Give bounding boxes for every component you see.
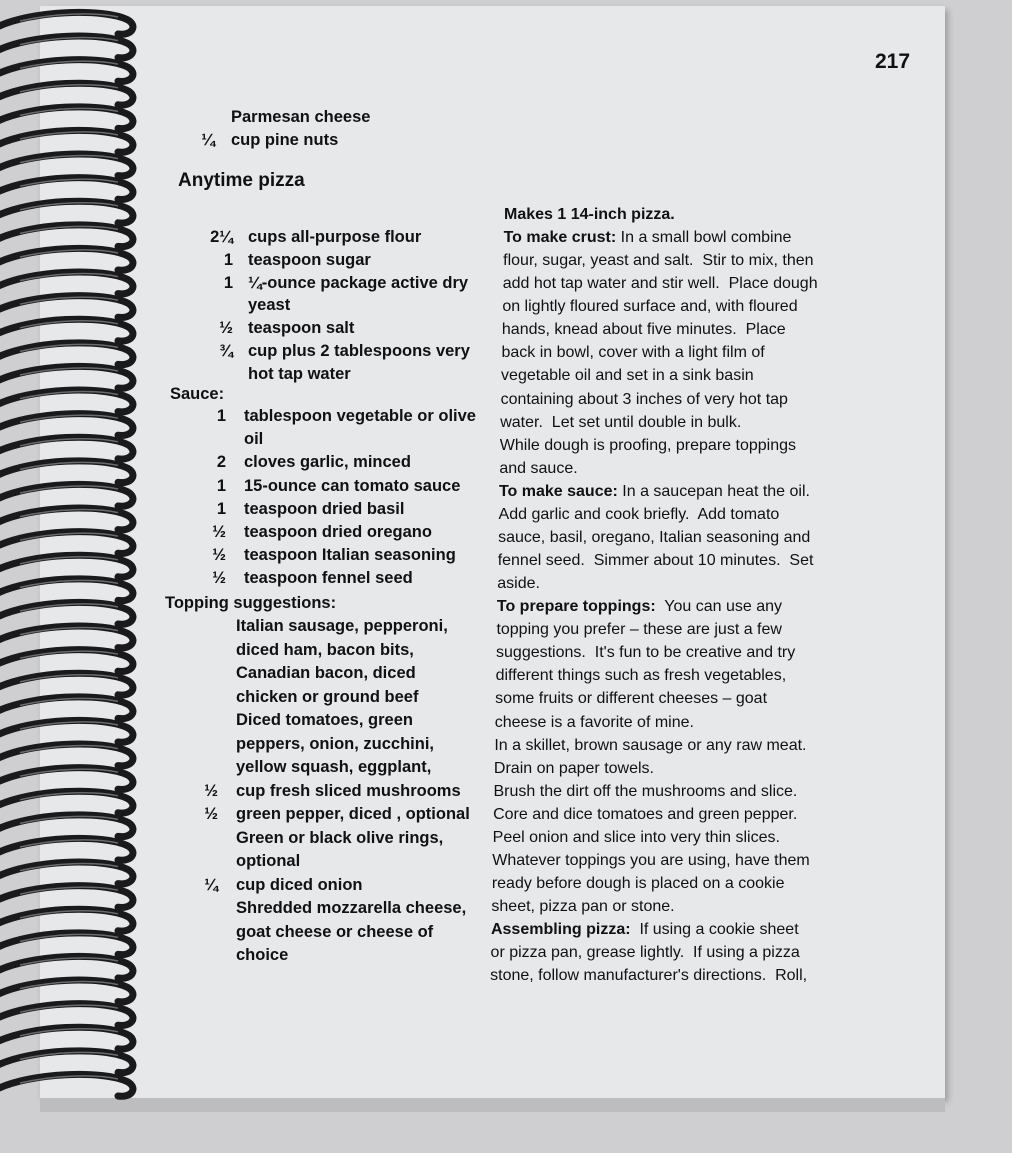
instruction-heading: To make sauce: bbox=[498, 482, 618, 500]
sauce-line-text: teaspoon fennel seed bbox=[244, 569, 413, 588]
instruction-line bbox=[504, 227, 792, 250]
instruction-line bbox=[499, 458, 577, 481]
instruction-line bbox=[493, 804, 797, 827]
instruction-line bbox=[496, 642, 795, 665]
sauce-line-qty: 1 bbox=[216, 476, 226, 495]
instruction-heading: Makes 1 14-inch pizza. bbox=[504, 206, 675, 223]
ingredient-line-text: hot tap water bbox=[248, 364, 351, 383]
instruction-line bbox=[501, 389, 788, 412]
instruction-line bbox=[503, 250, 813, 273]
instruction-text: In a saucepan heat the oil. bbox=[617, 482, 810, 500]
instruction-line bbox=[499, 481, 810, 504]
instruction-line bbox=[500, 412, 741, 435]
instruction-line bbox=[501, 342, 764, 365]
instruction-line bbox=[494, 758, 654, 781]
instruction-text: or pizza pan, grease lightly. If using a pizza bbox=[490, 944, 800, 962]
instruction-text: back in bowl, cover with a light film of bbox=[501, 344, 765, 362]
ingredient-line-text: teaspoon salt bbox=[248, 319, 355, 338]
instruction-line bbox=[494, 781, 798, 804]
instruction-text: topping you prefer – these are just a few bbox=[496, 621, 782, 639]
instruction-line bbox=[490, 965, 807, 988]
instruction-line bbox=[496, 665, 787, 688]
ingredient-line-qty: ¾ bbox=[219, 342, 233, 360]
instruction-text: containing about 3 inches of very hot tap bbox=[500, 390, 788, 408]
instruction-text: sheet, pizza pan or stone. bbox=[491, 898, 675, 916]
instruction-heading: Assembling pizza: bbox=[490, 921, 631, 939]
sauce-line-text: oil bbox=[244, 430, 264, 449]
carryover-line-text: Parmesan cheese bbox=[231, 108, 371, 126]
instruction-line bbox=[495, 688, 767, 711]
sauce-line-qty: 2 bbox=[216, 453, 226, 472]
instruction-line bbox=[492, 873, 785, 896]
instruction-line bbox=[491, 896, 674, 919]
sauce-line-text: 15-ounce can tomato sauce bbox=[244, 476, 461, 495]
sauce-line-text: teaspoon Italian seasoning bbox=[244, 546, 456, 565]
instruction-line bbox=[500, 435, 796, 458]
topping-line-qty: ½ bbox=[204, 805, 218, 823]
topping-line-text: cup diced onion bbox=[236, 875, 363, 894]
instruction-text: Core and dice tomatoes and green pepper. bbox=[493, 805, 798, 823]
instruction-text: Peel onion and slice into very thin slices. bbox=[492, 828, 780, 846]
ingredient-line-text: cup plus 2 tablespoons very bbox=[248, 342, 470, 360]
topping-line-text: Italian sausage, pepperoni, bbox=[236, 617, 448, 635]
instruction-text: cheese is a favorite of mine. bbox=[494, 713, 694, 731]
instruction-line bbox=[496, 619, 782, 642]
sauce-line-text: teaspoon dried basil bbox=[244, 499, 405, 518]
instruction-text: flour, sugar, yeast and salt. Stir to mix, then bbox=[503, 252, 814, 270]
ingredient-line-text: cups all-purpose flour bbox=[248, 228, 422, 246]
instruction-line bbox=[494, 735, 806, 758]
instruction-text: sauce, basil, oregano, Italian seasoning and bbox=[498, 528, 811, 546]
ingredient-line-text: teaspoon sugar bbox=[248, 250, 371, 269]
instruction-text: In a skillet, brown sausage or any raw meat. bbox=[494, 736, 807, 754]
ingredient-line-qty: 2¼ bbox=[210, 228, 233, 246]
instruction-text: on lightly floured surface and, with floured bbox=[502, 298, 798, 316]
ingredient-line-text: yeast bbox=[248, 296, 291, 315]
instruction-line bbox=[493, 827, 780, 850]
instruction-line bbox=[503, 273, 818, 296]
instruction-text: Drain on paper towels. bbox=[493, 759, 654, 777]
instruction-text: different things such as fresh vegetables, bbox=[495, 667, 787, 685]
instruction-heading: To prepare toppings: bbox=[496, 598, 656, 616]
instruction-text: If using a cookie sheet bbox=[630, 921, 799, 939]
instruction-line bbox=[497, 596, 782, 619]
instruction-text: Whatever toppings you are using, have them bbox=[492, 851, 810, 869]
ingredient-line-qty: 1 bbox=[223, 250, 233, 269]
recipe-title: Anytime pizza bbox=[178, 170, 305, 191]
topping-line-text: Diced tomatoes, green bbox=[236, 711, 413, 729]
instruction-text: ready before dough is placed on a cookie bbox=[491, 875, 785, 893]
instruction-line bbox=[498, 550, 814, 573]
instruction-text: While dough is proofing, prepare toppings bbox=[499, 436, 796, 454]
page-stack-edge bbox=[40, 1098, 945, 1112]
instruction-line bbox=[498, 527, 810, 550]
instruction-line bbox=[502, 296, 797, 319]
sauce-line-qty: ½ bbox=[212, 569, 226, 588]
instruction-text: In a small bowl combine bbox=[616, 229, 792, 247]
instruction-text: vegetable oil and set in a sink basin bbox=[501, 367, 754, 385]
page-number: 217 bbox=[875, 50, 911, 73]
instruction-text: and sauce. bbox=[499, 459, 578, 477]
topping-line-text: Canadian bacon, diced bbox=[236, 664, 416, 682]
instruction-line bbox=[491, 919, 799, 942]
instruction-line bbox=[495, 712, 694, 735]
topping-line-text: yellow squash, eggplant, bbox=[236, 758, 432, 776]
instruction-line bbox=[499, 504, 780, 527]
sauce-heading: Sauce: bbox=[170, 385, 225, 403]
sauce-line-qty: 1 bbox=[216, 499, 226, 518]
instruction-line bbox=[492, 850, 810, 873]
instruction-text: Brush the dirt off the mushrooms and slice. bbox=[493, 782, 798, 800]
instruction-text: suggestions. It's fun to be creative and try bbox=[496, 644, 796, 662]
instruction-text: stone, follow manufacturer's directions. Roll, bbox=[490, 967, 808, 985]
instruction-heading: To make crust: bbox=[503, 229, 617, 247]
sauce-line-text: teaspoon dried oregano bbox=[244, 523, 432, 541]
topping-line-text: chicken or ground beef bbox=[236, 687, 419, 706]
sauce-line-text: tablespoon vegetable or olive bbox=[244, 407, 476, 425]
instruction-text: fennel seed. Simmer about 10 minutes. Set bbox=[497, 552, 814, 570]
topping-line-text: Shredded mozzarella cheese, bbox=[236, 899, 467, 917]
instruction-text: You can use any bbox=[655, 598, 782, 616]
instruction-line bbox=[497, 573, 540, 596]
instruction-line bbox=[501, 365, 754, 388]
topping-line-text: goat cheese or cheese of bbox=[236, 922, 434, 941]
sauce-line-qty: ½ bbox=[212, 523, 226, 541]
instruction-text: aside. bbox=[497, 575, 540, 593]
carryover-line-qty: ¼ bbox=[201, 131, 215, 149]
instruction-text: Add garlic and cook briefly. Add tomato bbox=[498, 505, 780, 523]
spiral-binding-icon bbox=[0, 0, 150, 1120]
instruction-line bbox=[502, 319, 786, 342]
topping-line-qty: ¼ bbox=[204, 875, 218, 894]
topping-line-text: Green or black olive rings, bbox=[236, 828, 444, 847]
topping-line-text: cup fresh sliced mushrooms bbox=[236, 781, 461, 800]
instruction-text: hands, knead about five minutes. Place bbox=[501, 321, 786, 339]
sauce-line-qty: 1 bbox=[216, 407, 226, 425]
topping-line-text: optional bbox=[236, 852, 301, 870]
ingredient-line-text: ¼-ounce package active dry bbox=[248, 273, 469, 292]
topping-line-text: choice bbox=[236, 946, 289, 964]
instruction-text: add hot tap water and stir well. Place dough bbox=[502, 275, 818, 293]
carryover-line-text: cup pine nuts bbox=[231, 131, 339, 149]
ingredient-line-qty: 1 bbox=[223, 273, 233, 292]
instruction-text: water. Let set until double in bulk. bbox=[500, 413, 742, 431]
instruction-text: some fruits or different cheeses – goat bbox=[495, 690, 768, 708]
topping-line-text: green pepper, diced , optional bbox=[236, 805, 470, 823]
topping-line-qty: ½ bbox=[204, 781, 218, 800]
topping-heading: Topping suggestions: bbox=[165, 594, 337, 612]
instruction-line bbox=[491, 942, 800, 965]
ingredient-line-qty: ½ bbox=[219, 319, 233, 338]
sauce-line-text: cloves garlic, minced bbox=[244, 453, 411, 472]
instruction-line bbox=[504, 204, 675, 227]
topping-line-text: diced ham, bacon bits, bbox=[236, 640, 414, 659]
sauce-line-qty: ½ bbox=[212, 546, 226, 565]
topping-line-text: peppers, onion, zucchini, bbox=[236, 734, 435, 753]
